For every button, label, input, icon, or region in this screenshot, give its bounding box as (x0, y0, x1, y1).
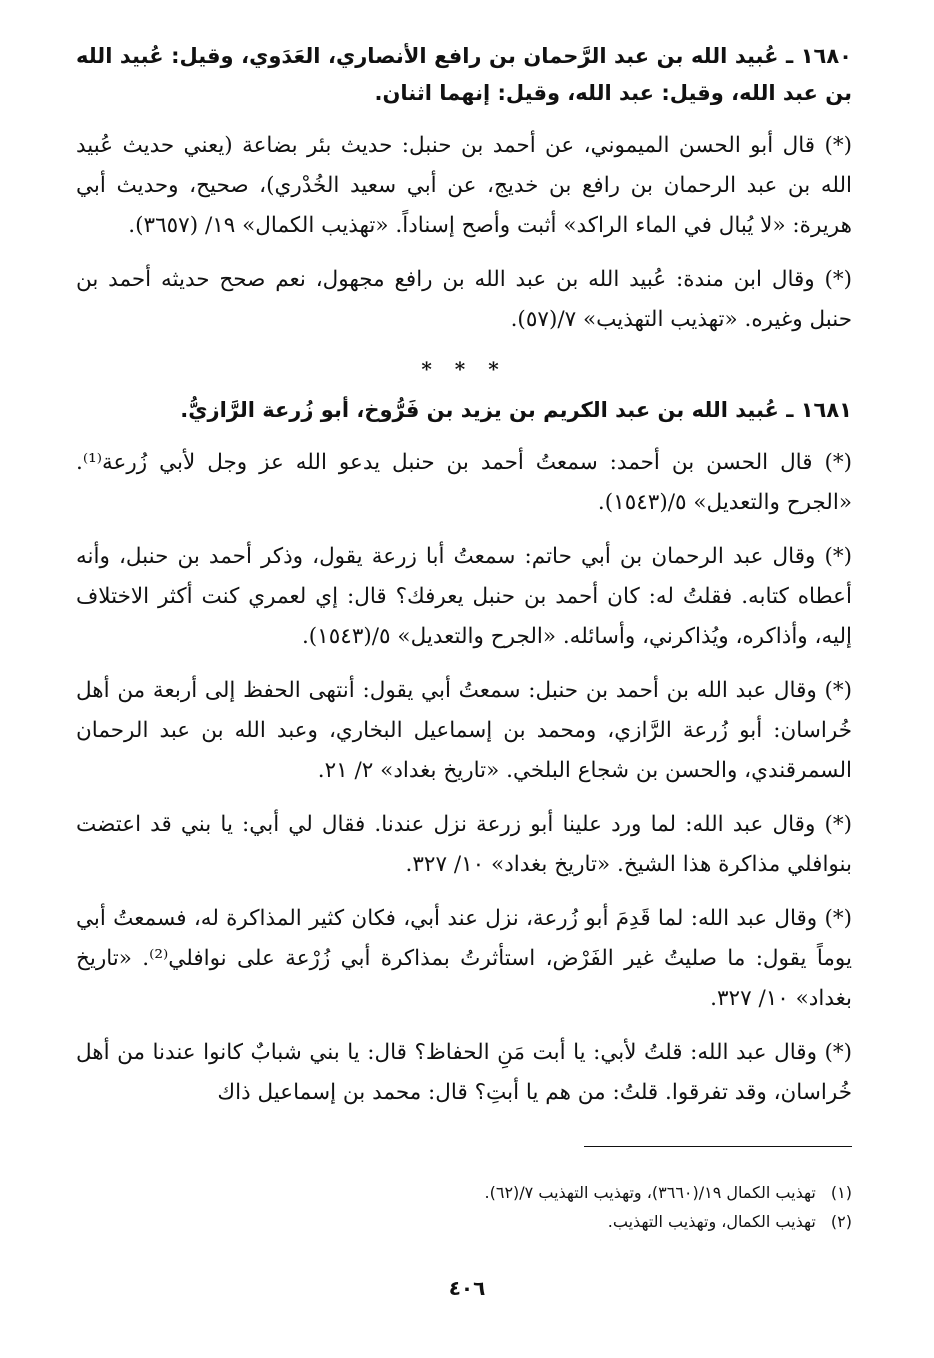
page-number: ٤٠٦ (448, 1276, 486, 1300)
narration-paragraph: (*) وقال عبد الرحمان بن أبي حاتم: سمعتُ أبا زرعة يقول، وذكر أحمد بن حنبل، وأنه أعطاه كتابه. فقلتُ له: كان أحمد بن حنبل يعرفك؟ قال: إي لعمري كنت أكثر الاختلاف إليه، وأذاكره، ويُذاكرني، وأسائله. «الجرح والتعديل» ٥/(١٥٤٣). (76, 544, 852, 649)
footnote-divider (584, 1146, 852, 1147)
footnote-text: تهذيب الكمال ١٩/(٣٦٦٠)، وتهذيب التهذيب ٧/(٦٢). (484, 1183, 816, 1202)
section-separator: * * * (421, 357, 507, 381)
footnote-text: تهذيب الكمال، وتهذيب التهذيب. (607, 1212, 816, 1231)
narration-paragraph: (*) وقال عبد الله: لما ورد علينا أبو زرعة نزل عندنا. فقال لي أبي: يا بني قد اعتضت بنوافلي مذاكرة هذا الشيخ. «تاريخ بغداد» ١٠/ ٣٢٧. (76, 812, 852, 877)
narration-paragraph: (*) وقال عبد الله بن أحمد بن حنبل: سمعتُ أبي يقول: أنتهى الحفظ إلى أربعة من أهل خُراسان: أبو زُرعة الرَّازي، ومحمد بن إسماعيل البخاري، وعبد الله بن عبد الرحمان السمرقندي، والحسن بن شجاع البلخي. «تاريخ بغداد» ٢/ ٢١. (76, 678, 852, 783)
narration-paragraph: (*) قال أبو الحسن الميموني، عن أحمد بن حنبل: حديث بئر بضاعة (يعني حديث عُبيد الله بن عبد الرحمان بن رافع بن خديج، عن أبي سعيد الخُدْري)، صحيح، وحديث أبي هريرة: «لا يُبال في الماء الراكد» أثبت وأصح إسناداً. «تهذيب الكمال» ١٩/ (٣٦٥٧). (76, 133, 852, 238)
entry-1681 (76, 392, 852, 1113)
footnotes (76, 1178, 852, 1236)
narration-paragraph: (*) وقال عبد الله: قلتُ لأبي: يا أبت مَنِ الحفاظ؟ قال: يا بني شبابٌ كانوا عندنا من أهل خُراسان، وقد تفرقوا. قلتُ: من هم يا أبتِ؟ قال: محمد بن إسماعيل ذاك (76, 1040, 852, 1105)
narration-paragraph: (*) وقال ابن مندة: عُبيد الله بن عبد الله بن رافع مجهول، نعم صحح حديثه أحمد بن حنبل وغيره. «تهذيب التهذيب» ٧/(٥٧). (76, 267, 852, 332)
footnote-number: (١) (830, 1183, 852, 1202)
narration-paragraph: (*) قال الحسن بن أحمد: سمعتُ أحمد بن حنبل يدعو الله عز وجل لأبي زُرعة⁽¹⁾. «الجرح والتعديل» ٥/(١٥٤٣). (76, 450, 852, 515)
entry-title: ١٦٨٠ ـ عُبيد الله بن عبد الرَّحمان بن رافع الأنصاري، العَدَوي، وقيل: عُبيد الله بن عبد الله، وقيل: عبد الله، وقيل: إنهما اثنان. (76, 44, 852, 105)
footnote (76, 1178, 852, 1207)
page-body (76, 38, 852, 1127)
narration-paragraph: (*) وقال عبد الله: لما قَدِمَ أبو زُرعة، نزل عند أبي، فكان كثير المذاكرة له، فسمعتُ أبي يوماً يقول: ما صليتُ غير الفَرْض، استأثرتُ بمذاكرة أبي زُرْعة على نوافلي⁽²⁾. «تاريخ بغداد» ١٠/ ٣٢٧. (76, 906, 852, 1011)
footnote (76, 1207, 852, 1236)
entry-1680 (76, 38, 852, 340)
footnote-number: (٢) (830, 1212, 852, 1231)
entry-title: ١٦٨١ ـ عُبيد الله بن عبد الكريم بن يزيد بن فَرُّوخ، أبو زُرعة الرَّازيُّ. (180, 398, 852, 422)
